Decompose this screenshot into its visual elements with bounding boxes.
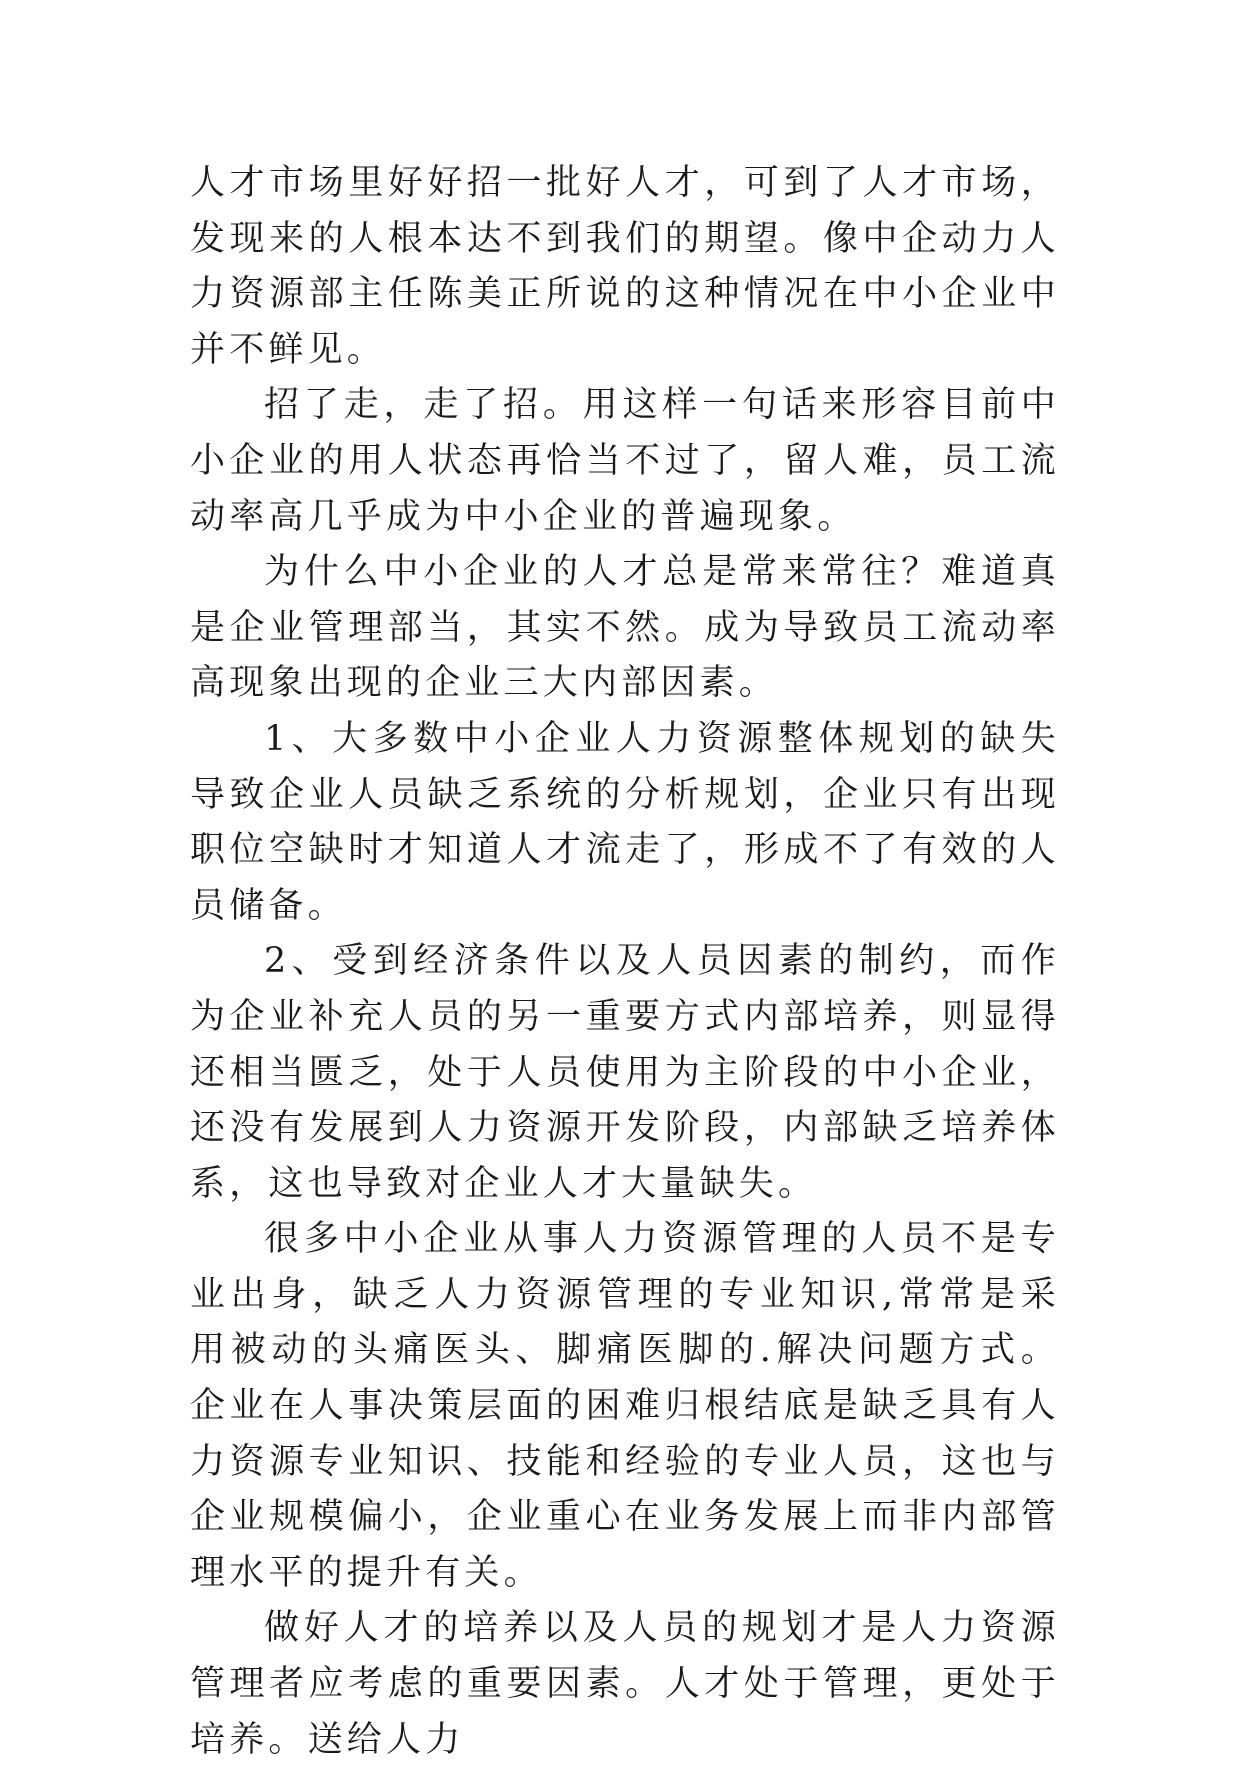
paragraph-1: 人才市场里好好招一批好人才，可到了人才市场，发现来的人根本达不到我们的期望。像中企动力人力资源部主任陈美正所说的这种情况在中小企业中并不鲜见。 [190,163,1060,370]
paragraph-5: 2、受到经济条件以及人员因素的制约，而作为企业补充人员的另一重要方式内部培养，则显得还相当匮乏，处于人员使用为主阶段的中小企业，还没有发展到人力资源开发阶段，内部缺乏培养体系，这也导致对企业人才大量缺失。 [190,941,1060,1204]
paragraph-6: 很多中小企业从事人力资源管理的人员不是专业出身，缺乏人力资源管理的专业知识,常常是采用被动的头痛医头、脚痛医脚的.解决问题方式。企业在人事决策层面的困难归根结底是缺乏具有人力资源专业知识、技能和经验的专业人员，这也与企业规模偏小，企业重心在业务发展上而非内部管理水平的提升有关。 [190,1219,1060,1593]
paragraph-4: 1、大多数中小企业人力资源整体规划的缺失导致企业人员缺乏系统的分析规划，企业只有出现职位空缺时才知道人才流走了，形成不了有效的人员储备。 [190,718,1060,926]
document-body [190,156,1060,1768]
paragraph-2: 招了走，走了招。用这样一句话来形容目前中小企业的用人状态再恰当不过了，留人难，员工流动率高几乎成为中小企业的普遍现象。 [190,385,1060,537]
paragraph-7: 做好人才的培养以及人员的规划才是人力资源管理者应考虑的重要因素。人才处于管理，更处于培养。送给人力 [190,1608,1060,1760]
paragraph-3: 为什么中小企业的人才总是常来常往？难道真是企业管理部当，其实不然。成为导致员工流动率高现象出现的企业三大内部因素。 [190,552,1060,704]
